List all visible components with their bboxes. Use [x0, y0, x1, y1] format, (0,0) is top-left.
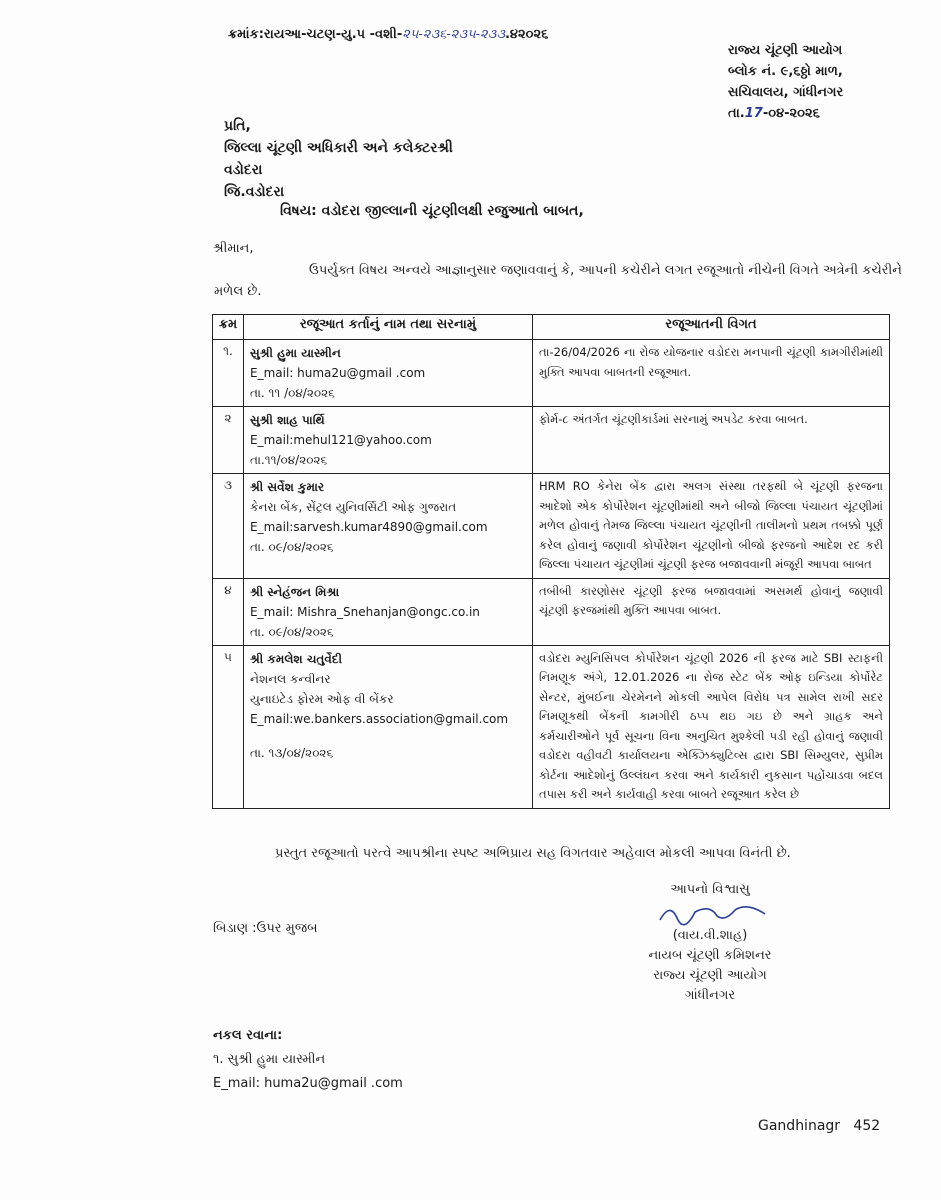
row-detail: તબીબી કારણોસર ચૂંટણી ફરજ બજાવવામાં અસમર્થ હોવાનું જણાવી ચૂંટણી ફરજમાંથી મુક્તિ આપવા બાબત. — [533, 578, 890, 645]
representations-table — [212, 314, 890, 809]
addressee-line-4: જિ.વડોદરા — [224, 184, 285, 200]
applicant-date: તા. ૧૧ /૦૪/૨૦૨૬ — [250, 386, 335, 400]
applicant-name: શ્રી સર્વેશ કુમાર — [250, 480, 325, 494]
signature-scribble — [610, 900, 810, 926]
applicant-email: E_mail: Mishra_Snehanjan@ongc.co.in — [250, 604, 480, 619]
copy-title: નકલ રવાના: — [213, 1028, 283, 1043]
reference-prefix: ક્રમાંક:રાયઆ-ચટણ-યુ.પ -વશી- — [228, 27, 403, 42]
row-detail: તા-26/04/2026 ના રોજ યોજનાર વડોદરા મનપાની ચૂંટણી કામગીરીમાંથી મુક્તિ આપવા બાબતની રજૂઆત. — [533, 340, 890, 407]
applicant-address: કેનરા બેંક, સેંટ્રલ યુનિવર્સિટી ઓફ ગુજરાત — [250, 500, 457, 514]
addressee-line-2: જિલ્લા ચૂંટણી અધિકારી અને કલેક્ટરશ્રી — [224, 140, 453, 156]
row-detail: HRM RO કેનેરા બેંક દ્વારા અલગ સંસ્થા તરફથી બે ચૂંટણી ફરજના આદેશો એક કોર્પોરેશન ચૂંટણીમાંથી અને બીજો જિલ્લા પંચાયત ચૂંટણીમાં મળેલ હોવાનું તેમજ જિલ્લા પંચાયત ચૂંટણીની તાલીમનો પ્રથમ તબક્કો પૂર્ણ કરેલ હોવાનું જણાવી કોર્પોરેશન ચૂંટણીનો બીજો ફરજનો આદેશ રદ કરી જિલ્લા પંચાયત ચૂંટણીમાં ચૂંટણી ફરજ બજાવવાની મંજૂરી આપવા બાબત — [533, 474, 890, 579]
copy-email: E_mail: huma2u@gmail .com — [213, 1076, 403, 1091]
signature-block — [610, 880, 810, 1006]
applicant-name: સુશ્રી શાહ પાર્થિ — [250, 413, 325, 427]
row-serial: ૨ — [213, 407, 244, 474]
copy-to-block — [213, 1024, 403, 1096]
applicant-date: તા.૧૧/૦૪/૨૦૨૬ — [250, 453, 328, 467]
table-header-row — [213, 315, 890, 340]
page-footer — [758, 1118, 880, 1134]
row-serial: ૪ — [213, 578, 244, 645]
reference-handwritten: ૨૫-૨૩૬-૨૩૫-૨૩૩ — [402, 27, 505, 42]
footer-text: Gandhinagr — [758, 1118, 841, 1134]
addressee — [224, 115, 453, 203]
table-row — [213, 340, 890, 407]
applicant-date: તા. ૧૩/૦૪/૨૦૨૬ — [250, 745, 334, 760]
addressee-line-1: પ્રતિ, — [224, 118, 251, 134]
row-detail: ફોર્મ-૮ અંતર્ગત ચૂંટણીકાર્ડમાં સરનામું અપડેટ કરવા બાબત. — [533, 407, 890, 474]
applicant-date: તા. ૦૯/૦૪/૨૦૨૬ — [250, 540, 334, 554]
header-serial: ક્રમ — [213, 315, 244, 340]
applicant-email: E_mail:sarvesh.kumar4890@gmail.com — [250, 520, 488, 534]
applicant-email: E_mail:mehul121@yahoo.com — [250, 433, 432, 447]
applicant-name: સુશ્રી હુમા યાસ્મીન — [250, 346, 341, 360]
header-detail: રજૂઆતની વિગત — [533, 315, 890, 340]
applicant-date: તા. ૦૯/૦૪/૨૦૨૬ — [250, 624, 334, 639]
row-name-cell — [244, 340, 533, 407]
row-serial: ૧. — [213, 340, 244, 407]
row-serial: ૩ — [213, 474, 244, 579]
row-detail: વડોદરા મ્યુનિસિપલ કોર્પોરેશન ચૂંટણી 2026 ની ફરજ માટે SBI સ્ટાફની નિમણૂક અંગે, 12.01.2026 ના રોજ સ્ટેટ બેંક ઓફ ઇન્ડિયા કોર્પોરેટ સેન્ટર, મુંબઈના ચેરમેનને મોકલી આપેલ વિરોધ પત્ર સામેલ રાખી સદર નિમણૂકથી બેંકની કામગીરી ઠપ્પ થઇ ગઇ છે અને ગ્રાહક અને કર્મચારીઓને પૂર્વ સૂચના વિના અનુચિત મુશ્કેલી પડી રહી હોવાનું જણાવી વડોદરા વહીવટી કાર્યાલયના એક્ઝિક્યુટિવ્સ દ્વારા SBI સિમ્યુલર, સુપ્રીમ કોર્ટના આદેશોનું ઉલ્લંઘન કરવા અને કાર્યકારી નુકસાન પહોંચાડવા બદલ તપાસ કરી અને કાર્યવાહી કરવા બાબતે રજૂઆત કરેલ છે — [533, 645, 890, 808]
footer-page-number: 452 — [853, 1118, 881, 1134]
row-name-cell — [244, 578, 533, 645]
closing-request: પ્રસ્તુત રજૂઆતો પરત્વે આપશ્રીના સ્પષ્ટ અભિપ્રાય સહ વિગતવાર અહેવાલ મોકલી આપવા વિનંતી છે. — [275, 846, 791, 861]
office-line-2: બ્લોક નં. ૯,૬ઠ્ઠો માળ, — [728, 64, 843, 79]
signature-salutation: આપનો વિશ્વાસુ — [670, 882, 750, 897]
signatory-designation: નાયબ ચૂંટણી કમિશનર — [648, 948, 772, 963]
date-suffix: -૦૪-૨૦૨૬ — [762, 106, 820, 121]
office-line-1: રાજ્ય ચૂંટણી આયોગ — [728, 43, 843, 58]
subject-line: વિષય: વડોદરા જીલ્લાની ચૂંટણીલક્ષી રજુઆતો બાબત, — [280, 203, 584, 219]
signatory-name: (વાય.વી.શાહ) — [672, 928, 748, 943]
row-name-cell — [244, 407, 533, 474]
intro-paragraph: ઉપર્યુક્ત વિષય અન્વયે આજ્ઞાનુસાર જણાવવાનું કે, આપની કચેરીને લગત રજૂઆતો નીચેની વિગતે અત્રેની કચેરીને મળેલ છે. — [214, 263, 902, 299]
copy-recipient: ૧. સુશ્રી હુમા યાસ્મીન — [213, 1052, 326, 1067]
signatory-city: ગાંધીનગર — [684, 988, 736, 1003]
applicant-designation: નેશનલ કન્વીનર — [250, 671, 331, 686]
row-name-cell — [244, 645, 533, 808]
applicant-name: શ્રી કમલેશ ચતુર્વેદી — [250, 651, 343, 666]
row-serial: ૫ — [213, 645, 244, 808]
office-address — [728, 40, 843, 124]
date-handwritten: 17 — [744, 106, 763, 121]
reference-number — [228, 27, 548, 42]
addressee-line-3: વડોદરા — [224, 162, 263, 178]
table-row — [213, 407, 890, 474]
date-prefix: તા. — [728, 106, 745, 121]
salutation: શ્રીમાન, — [213, 241, 254, 256]
letter-date — [728, 103, 843, 124]
table-row — [213, 645, 890, 808]
applicant-organisation: યુનાઇટેડ ફોરમ ઓફ વી બેંકર — [250, 691, 394, 706]
table-row — [213, 474, 890, 579]
office-line-3: સચિવાલય, ગાંધીનગર — [728, 85, 844, 100]
applicant-name: શ્રી સ્નેહંજન મિશ્રા — [250, 584, 340, 599]
table-row — [213, 578, 890, 645]
applicant-email: E_mail: huma2u@gmail .com — [250, 366, 426, 380]
reference-suffix: .૪૨૦૨૬ — [504, 27, 549, 42]
enclosure: બિડાણ :ઉપર મુજબ — [213, 921, 318, 936]
row-name-cell — [244, 474, 533, 579]
header-name-address: રજૂઆત કર્તાનું નામ તથા સરનામું — [244, 315, 533, 340]
applicant-email: E_mail:we.bankers.association@gmail.com — [250, 711, 509, 726]
signatory-office: રાજ્ય ચૂંટણી આયોગ — [653, 968, 767, 983]
